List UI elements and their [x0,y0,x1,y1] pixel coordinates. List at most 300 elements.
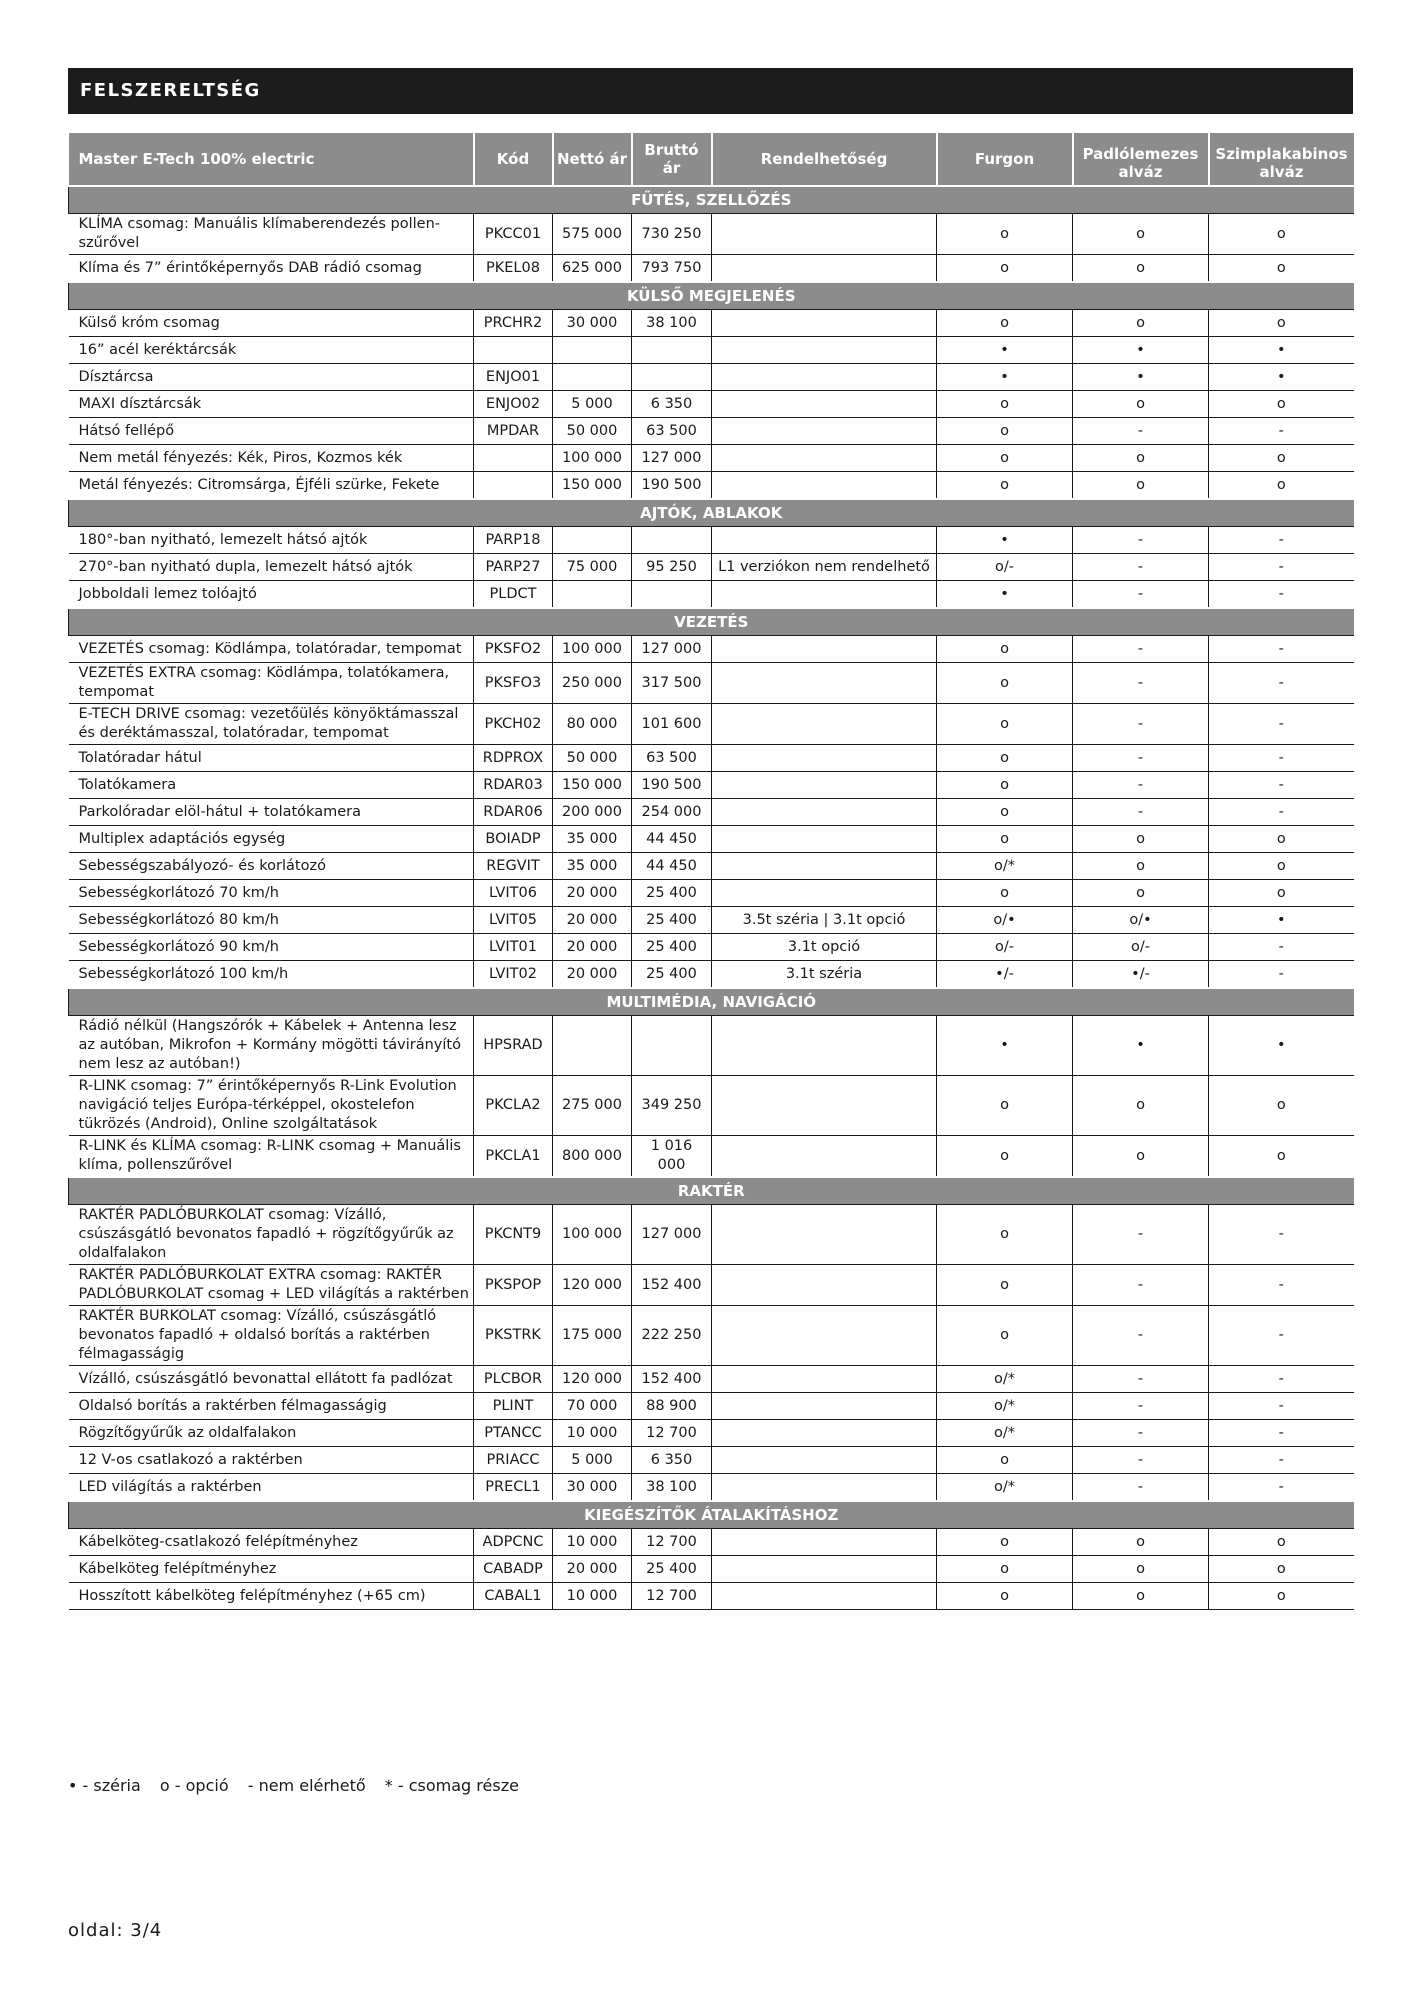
section-title-bar [68,68,1353,114]
cell-name: Rádió nélkül (Hangszórók + Kábelek + Antenna lesz az autóban, Mikrofon + Kormány mögötti távirányító nem lesz az autóban!) [69,1016,474,1076]
cell-code: PKCLA2 [474,1076,553,1136]
cell-gross-price: 25 400 [632,934,712,961]
table-row [69,1529,1354,1556]
cell-name: Vízálló, csúszásgátló bevonattal ellátott fa padlózat [69,1366,474,1393]
legend-item-unavailable: - nem elérhető [247,1776,366,1795]
cell-name: Rögzítőgyűrűk az oldalfalakon [69,1420,474,1447]
cell-net-price: 120 000 [553,1265,632,1306]
section-header [69,499,1354,527]
cell-availability [712,255,937,283]
cell-gross-price: 190 500 [632,472,712,500]
cell-name: Tolatóradar hátul [69,745,474,772]
cell-gross-price: 317 500 [632,663,712,704]
cell-code: LVIT01 [474,934,553,961]
section-title: MULTIMÉDIA, NAVIGÁCIÓ [69,988,1354,1016]
table-row [69,826,1354,853]
cell-szimpla: - [1209,704,1354,745]
cell-furgon: • [937,581,1073,609]
cell-code: RDAR03 [474,772,553,799]
table-row [69,418,1354,445]
cell-name: Hosszított kábelköteg felépítményhez (+65 cm) [69,1583,474,1610]
cell-name: Klíma és 7” érintőképernyős DAB rádió csomag [69,255,474,283]
table-row [69,310,1354,337]
cell-furgon: o [937,880,1073,907]
col-header-szimpla: Szimplakabinos alváz [1209,133,1354,186]
table-row [69,1447,1354,1474]
cell-net-price: 200 000 [553,799,632,826]
cell-gross-price: 25 400 [632,1556,712,1583]
cell-szimpla: • [1209,907,1354,934]
cell-availability [712,1205,937,1265]
cell-furgon: o [937,472,1073,500]
cell-net-price: 575 000 [553,214,632,255]
cell-availability [712,799,937,826]
table-row [69,1265,1354,1306]
col-header-gross: Bruttó ár [632,133,712,186]
cell-szimpla: - [1209,527,1354,554]
section-header [69,1177,1354,1205]
legend-item-series: • - széria [68,1776,141,1795]
cell-gross-price: 127 000 [632,1205,712,1265]
table-row [69,704,1354,745]
cell-code: PLDCT [474,581,553,609]
cell-padlo: - [1073,554,1209,581]
cell-szimpla: o [1209,1556,1354,1583]
cell-furgon: o/• [937,907,1073,934]
cell-padlo: - [1073,1366,1209,1393]
cell-name: Multiplex adaptációs egység [69,826,474,853]
cell-padlo: - [1073,663,1209,704]
cell-availability [712,214,937,255]
cell-furgon: o [937,772,1073,799]
cell-padlo: - [1073,1265,1209,1306]
cell-padlo: - [1073,1306,1209,1366]
cell-name: RAKTÉR PADLÓBURKOLAT EXTRA csomag: RAKTÉR PADLÓBURKOLAT csomag + LED világítás a raktérben [69,1265,474,1306]
table-row [69,1583,1354,1610]
cell-furgon: o/- [937,934,1073,961]
cell-availability [712,772,937,799]
cell-code: HPSRAD [474,1016,553,1076]
cell-gross-price: 38 100 [632,310,712,337]
col-header-padlo: Padlólemezes alváz [1073,133,1209,186]
cell-code [474,472,553,500]
cell-net-price: 800 000 [553,1136,632,1178]
cell-name: RAKTÉR BURKOLAT csomag: Vízálló, csúszásgátló bevonatos fapadló + oldalsó borítás a raktérben félmagasságig [69,1306,474,1366]
section-header [69,1501,1354,1529]
cell-padlo: - [1073,1447,1209,1474]
table-row [69,799,1354,826]
table-row [69,745,1354,772]
cell-net-price: 625 000 [553,255,632,283]
section-header [69,988,1354,1016]
cell-name: Sebességszabályozó- és korlátozó [69,853,474,880]
cell-furgon: o [937,255,1073,283]
cell-name: Metál fényezés: Citromsárga, Éjféli szürke, Fekete [69,472,474,500]
cell-code: LVIT05 [474,907,553,934]
cell-szimpla: o [1209,214,1354,255]
cell-code: RDPROX [474,745,553,772]
cell-availability [712,663,937,704]
section-title: FŰTÉS, SZELLŐZÉS [69,186,1354,214]
cell-availability [712,418,937,445]
cell-net-price: 35 000 [553,826,632,853]
cell-gross-price: 101 600 [632,704,712,745]
table-row [69,1420,1354,1447]
cell-name: Sebességkorlátozó 80 km/h [69,907,474,934]
cell-szimpla: - [1209,1420,1354,1447]
cell-gross-price: 25 400 [632,961,712,989]
cell-net-price: 100 000 [553,1205,632,1265]
table-body [69,186,1354,1610]
legend-item-option: o - opció [159,1776,229,1795]
cell-availability [712,1420,937,1447]
cell-name: Sebességkorlátozó 70 km/h [69,880,474,907]
equipment-table [68,133,1354,1610]
cell-gross-price: 25 400 [632,880,712,907]
table-row [69,636,1354,663]
cell-szimpla: • [1209,1016,1354,1076]
cell-szimpla: - [1209,1265,1354,1306]
table-row [69,1205,1354,1265]
section-title: VEZETÉS [69,608,1354,636]
table-row [69,934,1354,961]
cell-szimpla: - [1209,418,1354,445]
cell-code: MPDAR [474,418,553,445]
cell-net-price: 120 000 [553,1366,632,1393]
cell-padlo: o [1073,1076,1209,1136]
table-row [69,1136,1354,1178]
cell-gross-price: 44 450 [632,826,712,853]
legend [68,1776,533,1795]
cell-code: PKEL08 [474,255,553,283]
cell-szimpla: - [1209,554,1354,581]
table-row [69,772,1354,799]
cell-net-price: 10 000 [553,1420,632,1447]
cell-furgon: o [937,1447,1073,1474]
cell-availability [712,1136,937,1178]
cell-net-price: 10 000 [553,1583,632,1610]
section-header [69,608,1354,636]
cell-net-price: 80 000 [553,704,632,745]
table-row [69,663,1354,704]
cell-gross-price: 190 500 [632,772,712,799]
cell-net-price [553,581,632,609]
cell-padlo: o/- [1073,934,1209,961]
cell-availability [712,880,937,907]
cell-padlo: - [1073,704,1209,745]
cell-name: Kábelköteg-csatlakozó felépítményhez [69,1529,474,1556]
cell-furgon: o [937,1265,1073,1306]
cell-net-price: 20 000 [553,907,632,934]
cell-availability [712,745,937,772]
cell-net-price: 10 000 [553,1529,632,1556]
section-header [69,282,1354,310]
cell-gross-price: 6 350 [632,391,712,418]
cell-szimpla: o [1209,880,1354,907]
cell-furgon: o [937,1205,1073,1265]
cell-availability [712,853,937,880]
cell-padlo: o [1073,1136,1209,1178]
cell-code: PKSPOP [474,1265,553,1306]
cell-szimpla: - [1209,1306,1354,1366]
cell-name: R-LINK csomag: 7” érintőképernyős R-Link Evolution navigáció teljes Európa-térképpel, okostelefon tükrözés (Android), Online szolgáltatások [69,1076,474,1136]
section-header [69,186,1354,214]
cell-name: 180°-ban nyitható, lemezelt hátsó ajtók [69,527,474,554]
cell-net-price: 20 000 [553,880,632,907]
cell-availability: L1 verziókon nem rendelhető [712,554,937,581]
cell-name: 12 V-os csatlakozó a raktérben [69,1447,474,1474]
cell-availability [712,1583,937,1610]
col-header-furgon: Furgon [937,133,1073,186]
cell-furgon: •/- [937,961,1073,989]
cell-net-price: 100 000 [553,636,632,663]
cell-availability [712,636,937,663]
cell-gross-price [632,1016,712,1076]
table-row [69,1393,1354,1420]
table-row [69,961,1354,989]
cell-net-price: 150 000 [553,772,632,799]
cell-furgon: o/* [937,1366,1073,1393]
cell-code: ENJO02 [474,391,553,418]
cell-availability [712,472,937,500]
cell-furgon: o [937,214,1073,255]
cell-net-price [553,527,632,554]
cell-padlo: o [1073,853,1209,880]
section-title: KÜLSŐ MEGJELENÉS [69,282,1354,310]
cell-padlo: - [1073,1474,1209,1502]
cell-net-price: 35 000 [553,853,632,880]
cell-code: PKSFO2 [474,636,553,663]
cell-code: PARP27 [474,554,553,581]
cell-availability [712,445,937,472]
cell-padlo: - [1073,527,1209,554]
cell-availability [712,1016,937,1076]
cell-szimpla: • [1209,337,1354,364]
cell-availability [712,1474,937,1502]
cell-code: PKSFO3 [474,663,553,704]
cell-gross-price: 12 700 [632,1583,712,1610]
cell-szimpla: - [1209,636,1354,663]
table-row [69,337,1354,364]
cell-net-price: 250 000 [553,663,632,704]
cell-gross-price: 127 000 [632,636,712,663]
cell-availability [712,826,937,853]
cell-availability: 3.1t opció [712,934,937,961]
cell-gross-price: 12 700 [632,1420,712,1447]
table-row [69,527,1354,554]
cell-padlo: o [1073,310,1209,337]
cell-furgon: o [937,1583,1073,1610]
cell-furgon: o [937,1556,1073,1583]
cell-name: Jobboldali lemez tolóajtó [69,581,474,609]
cell-name: Sebességkorlátozó 100 km/h [69,961,474,989]
cell-gross-price: 88 900 [632,1393,712,1420]
cell-availability [712,1556,937,1583]
cell-name: VEZETÉS EXTRA csomag: Ködlámpa, tolatókamera, tempomat [69,663,474,704]
cell-furgon: o [937,1136,1073,1178]
cell-szimpla: o [1209,310,1354,337]
cell-szimpla: o [1209,445,1354,472]
cell-code: PKCC01 [474,214,553,255]
cell-gross-price: 12 700 [632,1529,712,1556]
cell-gross-price: 152 400 [632,1366,712,1393]
cell-code: PKSTRK [474,1306,553,1366]
cell-szimpla: o [1209,826,1354,853]
table-row [69,391,1354,418]
cell-net-price: 20 000 [553,961,632,989]
cell-furgon: o [937,1076,1073,1136]
table-row [69,1306,1354,1366]
cell-padlo: o [1073,255,1209,283]
table-row [69,1366,1354,1393]
cell-availability: 3.1t széria [712,961,937,989]
cell-availability [712,1265,937,1306]
cell-padlo: o [1073,826,1209,853]
cell-name: Parkolóradar elöl-hátul + tolatókamera [69,799,474,826]
table-row [69,255,1354,283]
cell-name: E-TECH DRIVE csomag: vezetőülés könyöktámasszal és deréktámasszal, tolatóradar, tempomat [69,704,474,745]
cell-padlo: - [1073,418,1209,445]
cell-net-price [553,337,632,364]
cell-code: PKCNT9 [474,1205,553,1265]
cell-name: Oldalsó borítás a raktérben félmagasságig [69,1393,474,1420]
cell-furgon: • [937,1016,1073,1076]
cell-code: PARP18 [474,527,553,554]
cell-code: PKCLA1 [474,1136,553,1178]
cell-gross-price: 152 400 [632,1265,712,1306]
cell-furgon: o [937,1529,1073,1556]
cell-furgon: o [937,1306,1073,1366]
cell-availability: 3.5t széria | 3.1t opció [712,907,937,934]
cell-furgon: o [937,745,1073,772]
cell-name: LED világítás a raktérben [69,1474,474,1502]
cell-szimpla: • [1209,364,1354,391]
cell-code: PRECL1 [474,1474,553,1502]
cell-availability [712,310,937,337]
cell-name: Nem metál fényezés: Kék, Piros, Kozmos kék [69,445,474,472]
cell-name: Külső króm csomag [69,310,474,337]
cell-furgon: o [937,310,1073,337]
cell-availability [712,1306,937,1366]
cell-gross-price: 63 500 [632,745,712,772]
cell-furgon: o [937,799,1073,826]
table-row [69,853,1354,880]
cell-padlo: o [1073,214,1209,255]
cell-code [474,337,553,364]
table-row [69,472,1354,500]
cell-szimpla: o [1209,391,1354,418]
cell-code: ENJO01 [474,364,553,391]
cell-szimpla: - [1209,772,1354,799]
table-row [69,364,1354,391]
cell-padlo: •/- [1073,961,1209,989]
cell-availability [712,391,937,418]
cell-padlo: - [1073,772,1209,799]
col-header-net: Nettó ár [553,133,632,186]
cell-gross-price: 25 400 [632,907,712,934]
cell-net-price: 70 000 [553,1393,632,1420]
cell-availability [712,364,937,391]
cell-code: RDAR06 [474,799,553,826]
cell-furgon: o/* [937,1474,1073,1502]
cell-net-price [553,364,632,391]
table-row [69,1016,1354,1076]
cell-szimpla: - [1209,934,1354,961]
cell-gross-price: 222 250 [632,1306,712,1366]
cell-availability [712,1393,937,1420]
cell-code: LVIT06 [474,880,553,907]
cell-net-price: 75 000 [553,554,632,581]
cell-padlo: - [1073,799,1209,826]
cell-szimpla: o [1209,1583,1354,1610]
cell-code: PLCBOR [474,1366,553,1393]
cell-name: MAXI dísztárcsák [69,391,474,418]
cell-szimpla: - [1209,1474,1354,1502]
cell-furgon: o [937,445,1073,472]
col-header-code: Kód [474,133,553,186]
cell-furgon: o/* [937,1393,1073,1420]
cell-name: 16” acél keréktárcsák [69,337,474,364]
cell-code: PKCH02 [474,704,553,745]
cell-gross-price [632,364,712,391]
cell-padlo: o [1073,472,1209,500]
col-header-availability: Rendelhetőség [712,133,937,186]
page-number: oldal: 3/4 [68,1920,163,1941]
cell-name: Tolatókamera [69,772,474,799]
table-row [69,907,1354,934]
cell-padlo: - [1073,1393,1209,1420]
cell-net-price: 30 000 [553,310,632,337]
cell-net-price: 275 000 [553,1076,632,1136]
cell-gross-price: 349 250 [632,1076,712,1136]
cell-code: LVIT02 [474,961,553,989]
cell-availability [712,1366,937,1393]
cell-szimpla: o [1209,1076,1354,1136]
cell-szimpla: - [1209,1205,1354,1265]
cell-gross-price [632,527,712,554]
cell-gross-price: 6 350 [632,1447,712,1474]
cell-availability [712,527,937,554]
table-row [69,445,1354,472]
section-title: RAKTÉR [69,1177,1354,1205]
cell-availability [712,1447,937,1474]
cell-code: CABAL1 [474,1583,553,1610]
cell-availability [712,704,937,745]
table-row [69,214,1354,255]
cell-szimpla: - [1209,961,1354,989]
cell-availability [712,581,937,609]
cell-padlo: - [1073,745,1209,772]
cell-padlo: o [1073,1556,1209,1583]
cell-gross-price: 730 250 [632,214,712,255]
cell-padlo: o [1073,391,1209,418]
cell-net-price: 30 000 [553,1474,632,1502]
cell-szimpla: - [1209,1447,1354,1474]
cell-name: Sebességkorlátozó 90 km/h [69,934,474,961]
cell-net-price [553,1016,632,1076]
cell-padlo: - [1073,1205,1209,1265]
cell-furgon: o [937,663,1073,704]
cell-code: PRCHR2 [474,310,553,337]
table-row [69,554,1354,581]
cell-code: ADPCNC [474,1529,553,1556]
cell-availability [712,1529,937,1556]
cell-szimpla: o [1209,472,1354,500]
cell-net-price: 5 000 [553,391,632,418]
cell-gross-price [632,337,712,364]
cell-name: KLÍMA csomag: Manuális klímaberendezés pollen-szűrővel [69,214,474,255]
cell-padlo: • [1073,364,1209,391]
